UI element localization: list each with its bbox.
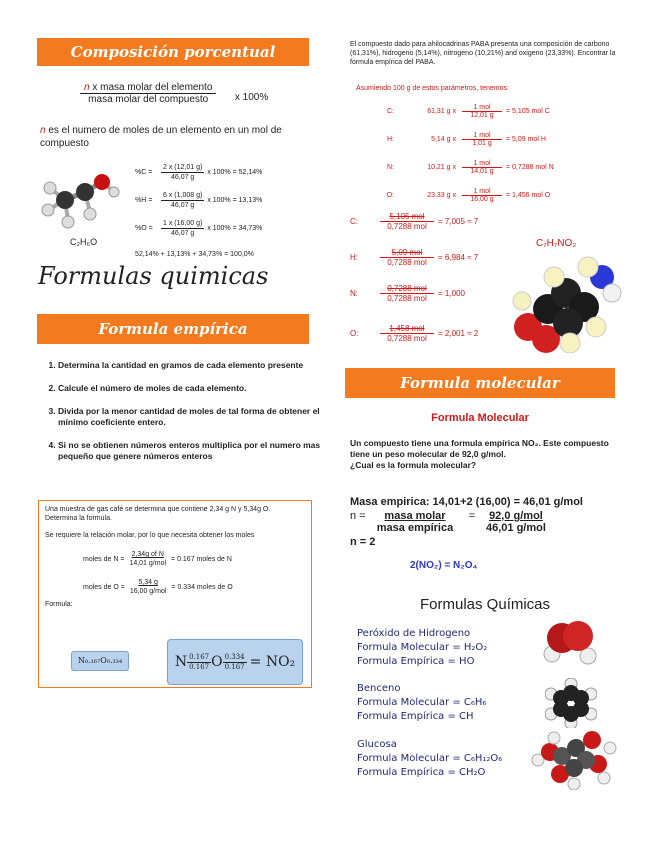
compound-h2o2: Peróxido de Hidrogeno Formula Molecular = H₂O₂ Formula Empírica = HO xyxy=(357,628,488,667)
mol-result: 2(NO₂) = N₂O₄ xyxy=(410,560,478,571)
mol-title: Formula Molecular xyxy=(431,412,529,424)
h2o2-molecule-image xyxy=(538,618,600,668)
ethanol-molecule-image xyxy=(40,170,122,232)
benzene-molecule-image xyxy=(545,678,597,728)
title-formulas-quimicas: Formulas quimicas xyxy=(38,262,269,290)
formula-n: n xyxy=(84,82,90,93)
banner-formula-molecular: Formula molecular xyxy=(345,368,615,398)
paba-moles-table: C: 61,31 g x $\frac{\text{1 mol}}{12,01 g}$ = 5,105 mol C H: 5,14 g x $\frac{\text{1 mol}}{1,01 g}$ = 5,09 mol H N: 10,21 g x $\frac{\text{1 mol}}{14,01 g}$ = 0,7288 mol N O: 23,33 g x $\frac{\text{1 mol}}{16,00 g}$ = 1,456 mol O xyxy=(386,103,554,203)
empirical-steps-list xyxy=(40,360,326,474)
step-item: 4. Si no se obtienen números enteros multiplica por el numero mas pequeño que genere números enteros xyxy=(58,440,326,462)
definition-text: n es el numero de moles de un elemento en un mol de compuesto xyxy=(40,125,282,149)
fq-title: Formulas Químicas xyxy=(420,596,551,613)
paba-assume: Asumiendo 100 g de estos parámetros, tenemos: xyxy=(356,85,509,92)
step-item: 3. Divida por la menor cantidad de moles de tal forma de obtener el mínimo coeficiente entero. xyxy=(58,406,326,428)
paba-molecule-image xyxy=(508,255,623,353)
formula-result-1: N₀.₁₆₇O₀.₃₃₄ xyxy=(71,651,129,671)
formula-num: x masa molar del elemento xyxy=(89,82,213,93)
percent-calcs: %C = $\frac{2 x (12,01 g)}{46,07 g}$ x 100% = 52,14% %H = $\frac{6 x (1,008 g)}{46,07 g}$ x 100% = 13,13% %O = $\frac{1 x (16,00 g)}{46,07 g}$ x 100% = 34,73% 52,14% + 13,13% + 34,73% = 100,0% xyxy=(135,163,263,258)
mol-solution: Masa empirica: 14,01+2 (16,00) = 46,01 g/mol n = masa molar masa empírica = 92,0 g/mol 46,01 g/mol n = 2 xyxy=(350,496,583,548)
formula-result-2: N $\frac{0.167}{0.167}$ O $\frac{0.334}{0.167}$ = NO₂ xyxy=(167,639,303,685)
step-item: 2. Calcule el número de moles de cada elemento. xyxy=(58,383,326,394)
compound-glucosa: Glucosa Formula Molecular = C₆H₁₂O₆ Formula Empírica = CH₂O xyxy=(357,739,503,778)
ethanol-label: C₂H₆O xyxy=(70,237,98,247)
percent-formula xyxy=(80,82,320,107)
paba-ratios: C: $\frac{\text{5,105 mol}}{\text{0,7288 mol}}$ = 7,005 ≈ 7 H: $\frac{\text{5,09 mol}}{\text{0,7288 mol}}$ = 6,984 ≈ 7 N: $\frac{\text{0,7288 mol}}{\text{0,7288 mol}}$ = 1,000 O: $\frac{\text{1,458 mol}}{\text{0,7288 mol}}$ = 2,001 ≈ 2 xyxy=(350,211,479,343)
paba-intro: El compuesto dado para ahilocadrinas PABA presenta una composición de carbono (61,31%), hidrogeno (5,14%), nitrogeno (10,21%) and oxigeno (23,33%). Encontrar la formula empírica del PABA. xyxy=(350,41,616,66)
mol-question: Un compuesto tiene una formula empírica NO₂. Este compuesto tiene un peso molecular de 92,0 g/mol. ¿Cual es la formula molecular? xyxy=(350,438,609,470)
formula-mult: x 100% xyxy=(234,92,269,104)
banner-composicion: Composición porcentual xyxy=(37,38,309,66)
formula-den: masa molar del compuesto xyxy=(88,94,209,105)
example-box: Una muestra de gas café se determina que contiene 2,34 g N y 5,34g O. Determina la formula. Se requiere la relación molar, por lo que necesita obtener los moles moles de N = $\frac{\text{2,34g of N}}{\text{14,01 g/mol}}$ = 0.167 moles de N moles de O = $\frac{5,34 g}{\text{16,00 g/mol}}$ = 0.334 moles de O Formula: N₀.₁₆₇O₀.₃₃₄ N $\frac{0.167}{0.167}$ O $\frac{0.334}{0.167}$ = NO₂ xyxy=(38,500,312,688)
glucose-molecule-image xyxy=(530,730,620,790)
compound-benceno: Benceno Formula Molecular = C₆H₆ Formula Empírica = CH xyxy=(357,683,487,722)
step-item: 1. Determina la cantidad en gramos de cada elemento presente xyxy=(58,360,326,371)
banner-formula-empirica: Formula empírica xyxy=(37,314,309,344)
paba-formula: C₇H₇NO₂ xyxy=(536,238,577,249)
